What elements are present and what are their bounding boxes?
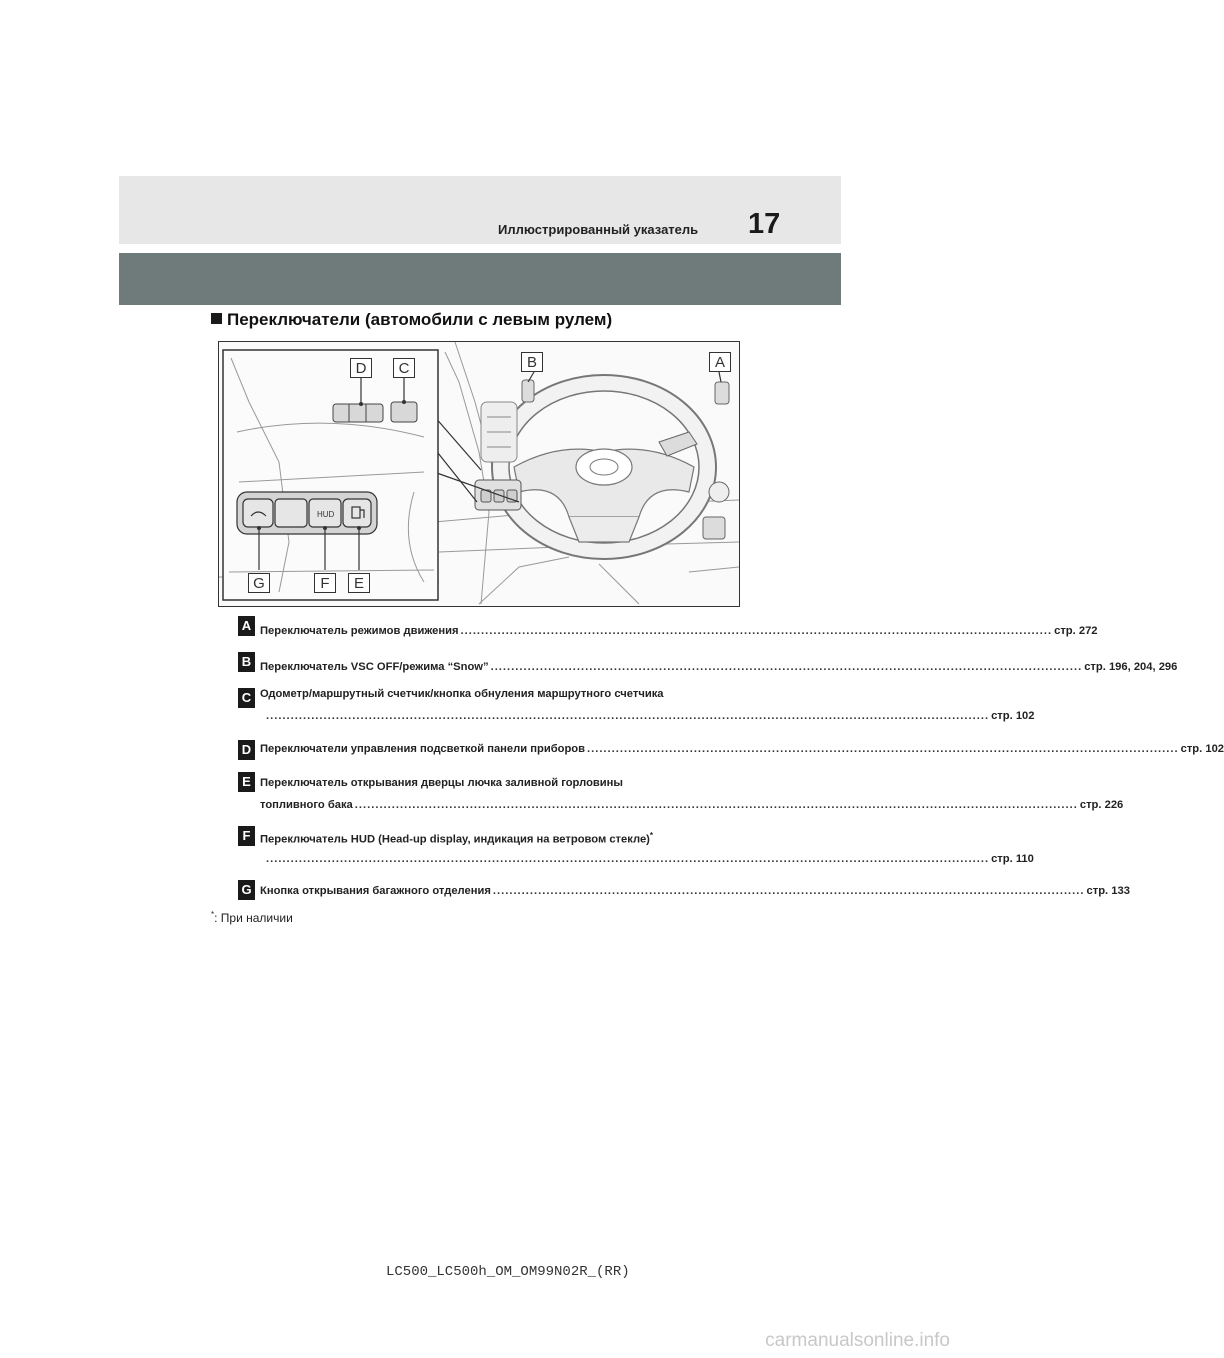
page-ref-link[interactable]: стр. 133 [1086,885,1130,897]
item-badge: E [238,772,255,792]
callout-b: B [521,352,543,372]
callout-e: E [348,573,370,593]
switches-illustration [218,341,740,607]
callout-c: C [393,358,415,378]
callout-g: G [248,573,270,593]
item-badge: B [238,652,255,672]
footnote-text: : При наличии [214,911,293,925]
section-heading-text: Переключатели (автомобили с левым рулем) [227,310,613,329]
header-title: Иллюстрированный указатель [498,222,699,237]
item-badge: D [238,740,255,760]
item-text: Переключатель режимов движения [260,625,459,637]
watermark: carmanualsonline.info [765,1330,950,1351]
hud-button-label: HUD [317,510,335,519]
page-ref-link[interactable]: стр. 226 [1079,799,1124,811]
page-ref-link[interactable]: стр. 110 [991,853,1034,865]
page-number: 17 [748,208,781,240]
page-ref-link[interactable]: стр. 196, 204, 296 [1084,661,1178,673]
callout-d: D [350,358,372,378]
item-text: Переключатель открывания дверцы лючка заливной горловины [260,777,623,789]
page-ref-link[interactable]: стр. 102 [991,710,1035,722]
page-ref-link[interactable]: стр. 272 [1054,625,1098,637]
footnote-symbol: * [211,910,215,919]
item-text: Переключатели управления подсветкой панели приборов [260,743,585,755]
footnote [211,910,293,925]
item-text: Кнопка открывания багажного отделения [260,885,491,897]
item-badge: F [238,826,255,846]
item-badge: A [238,616,255,636]
dashboard-drawing [219,342,739,606]
item-text: Одометр/маршрутный счетчик/кнопка обнуления маршрутного счетчика [260,688,664,700]
callout-a: A [709,352,731,372]
item-badge: C [238,688,255,708]
section-bar [119,253,841,305]
square-bullet-icon [211,313,222,324]
document-code: LC500_LC500h_OM_OM99N02R_(RR) [386,1264,630,1280]
footnote-mark: * [649,831,654,840]
section-heading [211,310,612,330]
inset-frame [223,350,438,600]
header-band [119,176,841,244]
callout-f: F [314,573,336,593]
item-text: Переключатель HUD (Head-up display, индикация на ветровом стекле)* [260,831,654,846]
item-badge: G [238,880,255,900]
page-ref-link[interactable]: стр. 102 [1180,743,1224,755]
item-text: Переключатель VSC OFF/режима “Snow” [260,661,489,673]
